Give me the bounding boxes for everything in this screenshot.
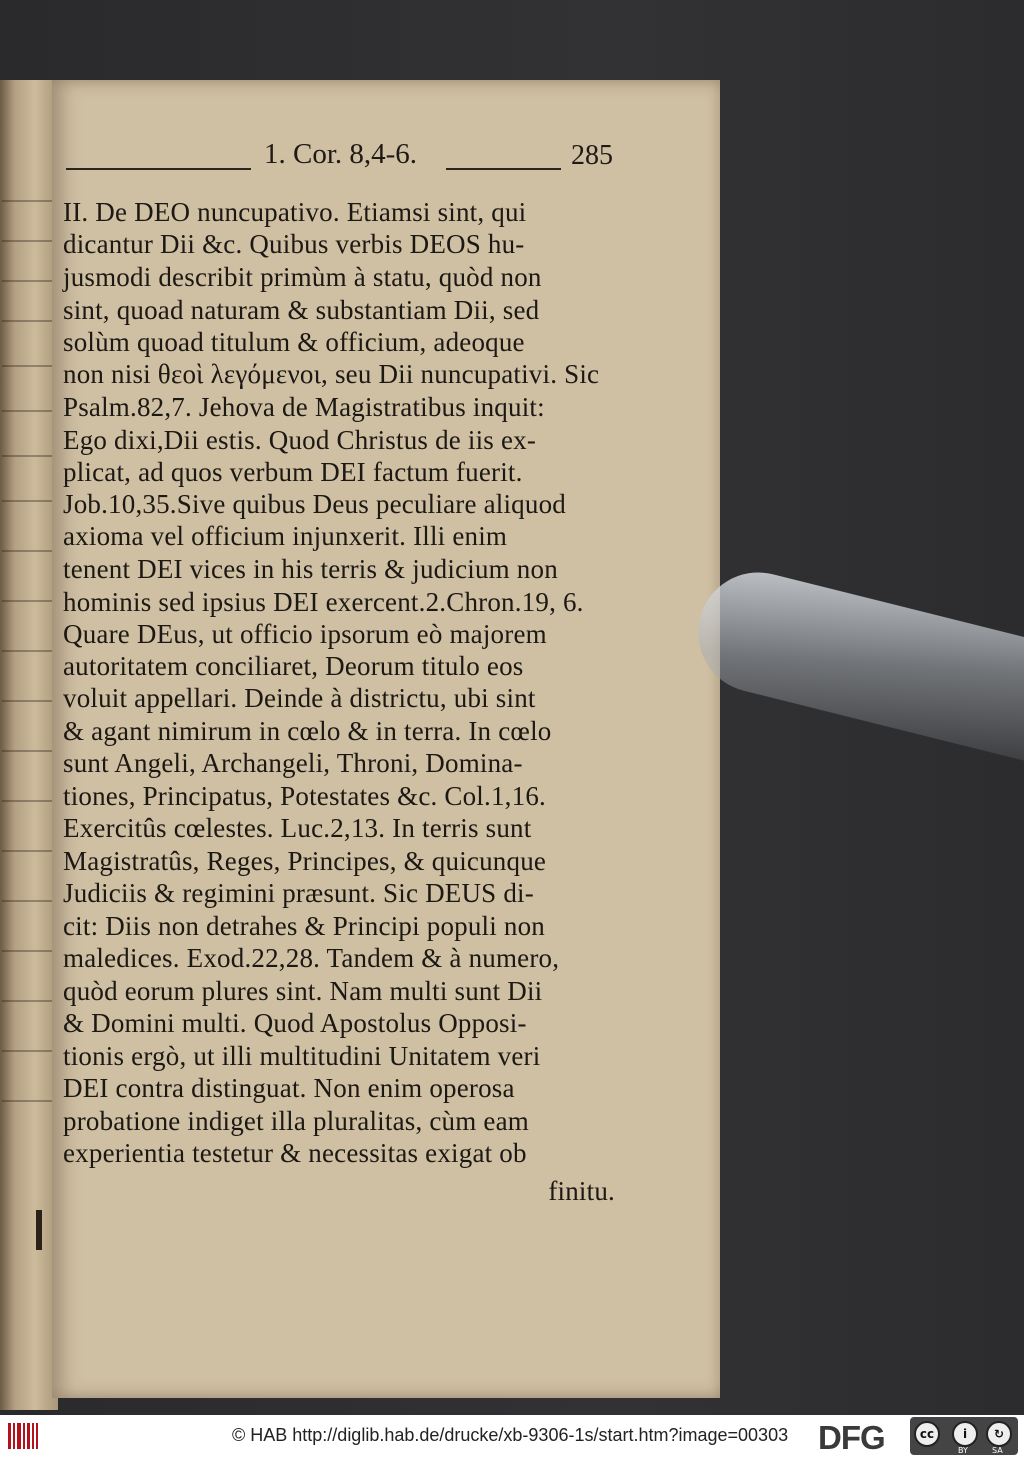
text-line: cit: Diis non detrahes & Principi populi non (63, 911, 545, 941)
by-icon: i (952, 1421, 978, 1447)
text-line: plicat, ad quos verbum DEI factum fuerit. (63, 457, 523, 487)
text-line: probatione indiget illa pluralitas, cùm eam (63, 1106, 529, 1136)
text-line: & Domini multi. Quod Apostolus Opposi- (63, 1008, 527, 1038)
sa-icon: ↻ (986, 1421, 1012, 1447)
text-line: tionis ergò, ut illi multitudini Unitatem veri (63, 1041, 541, 1071)
page-header (66, 138, 626, 178)
text-line: Judiciis & regimini præsunt. Sic DEUS di- (63, 878, 534, 908)
left-page-edge (0, 80, 58, 1410)
text-line: jusmodi describit primùm à statu, quòd non (63, 262, 542, 292)
text-line: Psalm.82,7. Jehova de Magistratibus inquit: (63, 392, 545, 422)
text-line: tenent DEI vices in his terris & judicium non (63, 554, 558, 584)
by-label: BY (958, 1446, 968, 1455)
running-title: 1. Cor. 8,4-6. (264, 138, 418, 170)
text-line: DEI contra distinguat. Non enim operosa (63, 1073, 515, 1103)
page-holder-clip (685, 560, 1024, 768)
text-line: autoritatem conciliaret, Deorum titulo eos (63, 651, 524, 681)
text-line: maledices. Exod.22,28. Tandem & à numero, (63, 943, 560, 973)
dfg-logo: DFG (818, 1419, 885, 1456)
text-line: Magistratûs, Reges, Principes, & quicunque (63, 846, 547, 876)
cc-icon: cc (914, 1421, 940, 1447)
header-rule-left (66, 168, 251, 170)
text-line: Exercitûs cœlestes. Luc.2,13. In terris sunt (63, 813, 532, 843)
text-line: Ego dixi,Dii estis. Quod Christus de iis ex- (63, 425, 537, 455)
text-line: solùm quoad titulum & officium, adeoque (63, 327, 525, 357)
sa-label: SA (992, 1446, 1003, 1455)
text-line: tiones, Principatus, Potestates &c. Col.1,16. (63, 781, 546, 811)
text-line: quòd eorum plures sint. Nam multi sunt Dii (63, 976, 543, 1006)
page-number: 285 (571, 140, 613, 171)
cc-license-badge[interactable] (910, 1417, 1018, 1455)
header-rule-right (446, 168, 561, 170)
text-line: & agant nimirum in cœlo & in terra. In cœlo (63, 716, 552, 746)
text-line: Quare DEus, ut officio ipsorum eò majorem (63, 619, 547, 649)
text-line: sint, quoad naturam & substantiam Dii, sed (63, 295, 540, 325)
text-line-last: finitu. (548, 1176, 615, 1206)
text-line: sunt Angeli, Archangeli, Throni, Domina- (63, 748, 523, 778)
barcode-icon (8, 1423, 38, 1449)
credit-link[interactable]: © HAB http://diglib.hab.de/drucke/xb-9306-1s/start.htm?image=00303 (232, 1425, 789, 1445)
text-line: II. De DEO nuncupativo. Etiamsi sint, qui (63, 197, 527, 227)
text-line: Job.10,35.Sive quibus Deus peculiare aliquod (63, 489, 566, 519)
text-line: hominis sed ipsius DEI exercent.2.Chron.19, 6. (63, 587, 584, 617)
text-line: experientia testetur & necessitas exigat ob (63, 1138, 527, 1168)
text-line: dicantur Dii &c. Quibus verbis DEOS hu- (63, 229, 525, 259)
footer-bar (0, 1415, 1024, 1457)
text-line: voluit appellari. Deinde à districtu, ubi sint (63, 683, 536, 713)
text-line: axioma vel officium injunxerit. Illi enim (63, 521, 508, 551)
text-line: non nisi θεοὶ λεγόμενοι, seu Dii nuncupativi. Sic (63, 359, 600, 389)
